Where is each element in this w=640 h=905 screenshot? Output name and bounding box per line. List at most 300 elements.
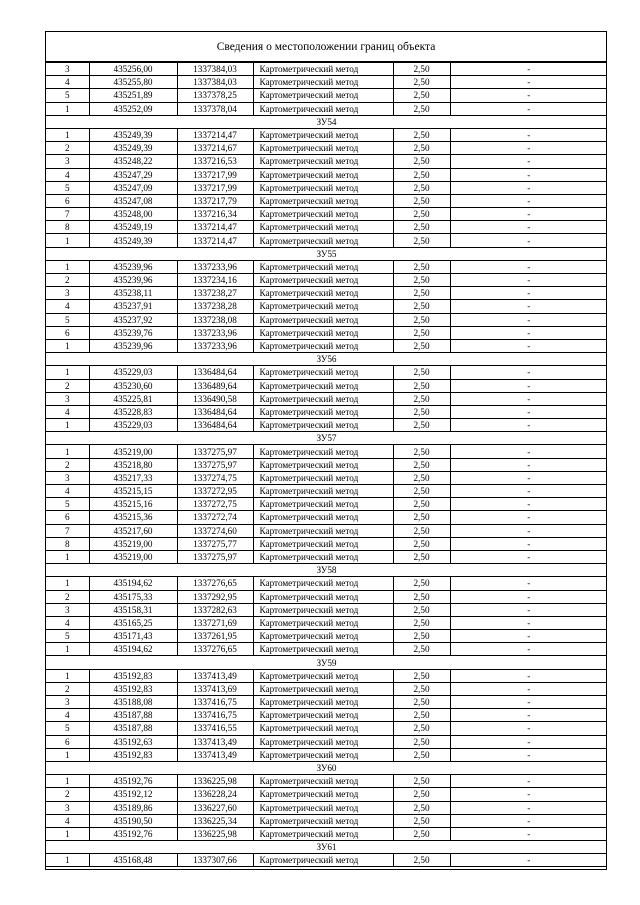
note-cell: - xyxy=(450,287,607,300)
table-row xyxy=(46,287,607,300)
note-cell: - xyxy=(450,471,607,484)
method-cell: Картометрический метод xyxy=(253,603,393,616)
accuracy-cell: 2,50 xyxy=(393,405,450,418)
table-row xyxy=(46,801,607,814)
accuracy-cell: 2,50 xyxy=(393,748,450,761)
accuracy-cell: 2,50 xyxy=(393,775,450,788)
table-row xyxy=(46,392,607,405)
y-coordinate-cell: 1336484,64 xyxy=(177,419,253,432)
point-number-cell: 6 xyxy=(46,735,89,748)
table-row xyxy=(46,722,607,735)
note-cell: - xyxy=(450,748,607,761)
table-row xyxy=(46,221,607,234)
accuracy-cell: 2,50 xyxy=(393,511,450,524)
y-coordinate-cell: 1337271,69 xyxy=(177,616,253,629)
y-coordinate-cell: 1337261,95 xyxy=(177,630,253,643)
x-coordinate-cell: 435165,25 xyxy=(89,616,177,629)
point-number-cell: 1 xyxy=(46,643,89,656)
accuracy-cell: 2,50 xyxy=(393,379,450,392)
table-row xyxy=(46,854,607,867)
accuracy-cell: 2,50 xyxy=(393,76,450,89)
table-row xyxy=(46,603,607,616)
method-cell: Картометрический метод xyxy=(253,616,393,629)
y-coordinate-cell: 1337413,49 xyxy=(177,669,253,682)
x-coordinate-cell: 435215,16 xyxy=(89,498,177,511)
point-number-cell: 1 xyxy=(46,748,89,761)
table-row xyxy=(46,775,607,788)
note-cell: - xyxy=(450,577,607,590)
method-cell: Картометрический метод xyxy=(253,854,393,867)
x-coordinate-cell: 435249,19 xyxy=(89,221,177,234)
y-coordinate-cell: 1337274,60 xyxy=(177,524,253,537)
y-coordinate-cell: 1336225,98 xyxy=(177,827,253,840)
note-cell: - xyxy=(450,722,607,735)
point-number-cell: 1 xyxy=(46,445,89,458)
y-coordinate-cell: 1337233,96 xyxy=(177,260,253,273)
method-cell: Картометрический метод xyxy=(253,590,393,603)
method-cell: Картометрический метод xyxy=(253,181,393,194)
method-cell: Картометрический метод xyxy=(253,775,393,788)
accuracy-cell: 2,50 xyxy=(393,577,450,590)
method-cell: Картометрический метод xyxy=(253,735,393,748)
table-row xyxy=(46,313,607,326)
note-cell: - xyxy=(450,775,607,788)
accuracy-cell: 2,50 xyxy=(393,63,450,76)
accuracy-cell: 2,50 xyxy=(393,485,450,498)
y-coordinate-cell: 1337378,04 xyxy=(177,102,253,115)
y-coordinate-cell: 1337276,65 xyxy=(177,577,253,590)
table-row xyxy=(46,274,607,287)
accuracy-cell: 2,50 xyxy=(393,616,450,629)
x-coordinate-cell: 435218,80 xyxy=(89,458,177,471)
x-coordinate-cell: 435215,36 xyxy=(89,511,177,524)
y-coordinate-cell: 1337275,97 xyxy=(177,445,253,458)
point-number-cell: 1 xyxy=(46,577,89,590)
point-number-cell: 2 xyxy=(46,590,89,603)
method-cell: Картометрический метод xyxy=(253,313,393,326)
note-cell: - xyxy=(450,392,607,405)
note-cell: - xyxy=(450,181,607,194)
accuracy-cell: 2,50 xyxy=(393,168,450,181)
point-number-cell: 3 xyxy=(46,696,89,709)
method-cell: Картометрический метод xyxy=(253,128,393,141)
x-coordinate-cell: 435225,81 xyxy=(89,392,177,405)
x-coordinate-cell: 435215,15 xyxy=(89,485,177,498)
method-cell: Картометрический метод xyxy=(253,788,393,801)
point-number-cell: 1 xyxy=(46,550,89,563)
point-number-cell: 5 xyxy=(46,313,89,326)
method-cell: Картометрический метод xyxy=(253,366,393,379)
point-number-cell: 5 xyxy=(46,630,89,643)
y-coordinate-cell: 1337413,49 xyxy=(177,748,253,761)
y-coordinate-cell: 1337214,67 xyxy=(177,142,253,155)
table-row xyxy=(46,458,607,471)
point-number-cell: 6 xyxy=(46,511,89,524)
x-coordinate-cell: 435192,12 xyxy=(89,788,177,801)
x-coordinate-cell: 435188,08 xyxy=(89,696,177,709)
table-row xyxy=(46,735,607,748)
accuracy-cell: 2,50 xyxy=(393,300,450,313)
accuracy-cell: 2,50 xyxy=(393,326,450,339)
method-cell: Картометрический метод xyxy=(253,682,393,695)
accuracy-cell: 2,50 xyxy=(393,221,450,234)
table-row xyxy=(46,102,607,115)
point-number-cell: 1 xyxy=(46,669,89,682)
x-coordinate-cell: 435247,08 xyxy=(89,194,177,207)
table-row xyxy=(46,76,607,89)
method-cell: Картометрический метод xyxy=(253,208,393,221)
x-coordinate-cell: 435228,83 xyxy=(89,405,177,418)
x-coordinate-cell: 435171,43 xyxy=(89,630,177,643)
note-cell: - xyxy=(450,128,607,141)
note-cell: - xyxy=(450,709,607,722)
y-coordinate-cell: 1337217,99 xyxy=(177,181,253,194)
method-cell: Картометрический метод xyxy=(253,274,393,287)
coordinates-table-body xyxy=(46,63,607,867)
method-cell: Картометрический метод xyxy=(253,722,393,735)
accuracy-cell: 2,50 xyxy=(393,471,450,484)
point-number-cell: 2 xyxy=(46,274,89,287)
table-row xyxy=(46,682,607,695)
note-cell: - xyxy=(450,458,607,471)
y-coordinate-cell: 1336228,24 xyxy=(177,788,253,801)
group-header-row xyxy=(46,432,607,445)
note-cell: - xyxy=(450,590,607,603)
accuracy-cell: 2,50 xyxy=(393,155,450,168)
accuracy-cell: 2,50 xyxy=(393,142,450,155)
method-cell: Картометрический метод xyxy=(253,498,393,511)
table-row xyxy=(46,696,607,709)
note-cell: - xyxy=(450,445,607,458)
group-header-row xyxy=(46,564,607,577)
x-coordinate-cell: 435194,62 xyxy=(89,643,177,656)
note-cell: - xyxy=(450,485,607,498)
point-number-cell: 4 xyxy=(46,616,89,629)
y-coordinate-cell: 1337238,28 xyxy=(177,300,253,313)
point-number-cell: 6 xyxy=(46,326,89,339)
y-coordinate-cell: 1337272,74 xyxy=(177,511,253,524)
table-row xyxy=(46,814,607,827)
point-number-cell: 4 xyxy=(46,814,89,827)
accuracy-cell: 2,50 xyxy=(393,643,450,656)
method-cell: Картометрический метод xyxy=(253,234,393,247)
table-row xyxy=(46,326,607,339)
note-cell: - xyxy=(450,234,607,247)
note-cell: - xyxy=(450,339,607,352)
point-number-cell: 4 xyxy=(46,485,89,498)
x-coordinate-cell: 435190,50 xyxy=(89,814,177,827)
note-cell: - xyxy=(450,76,607,89)
y-coordinate-cell: 1337233,96 xyxy=(177,339,253,352)
table-row xyxy=(46,168,607,181)
x-coordinate-cell: 435219,00 xyxy=(89,445,177,458)
table-row xyxy=(46,300,607,313)
point-number-cell: 4 xyxy=(46,405,89,418)
y-coordinate-cell: 1337292,95 xyxy=(177,590,253,603)
point-number-cell: 8 xyxy=(46,537,89,550)
accuracy-cell: 2,50 xyxy=(393,630,450,643)
note-cell: - xyxy=(450,63,607,76)
note-cell: - xyxy=(450,696,607,709)
method-cell: Картометрический метод xyxy=(253,524,393,537)
method-cell: Картометрический метод xyxy=(253,458,393,471)
accuracy-cell: 2,50 xyxy=(393,788,450,801)
method-cell: Картометрический метод xyxy=(253,643,393,656)
x-coordinate-cell: 435249,39 xyxy=(89,234,177,247)
y-coordinate-cell: 1337272,95 xyxy=(177,485,253,498)
table-row xyxy=(46,405,607,418)
table-row xyxy=(46,419,607,432)
point-number-cell: 3 xyxy=(46,287,89,300)
x-coordinate-cell: 435249,39 xyxy=(89,128,177,141)
x-coordinate-cell: 435229,03 xyxy=(89,419,177,432)
point-number-cell: 5 xyxy=(46,89,89,102)
y-coordinate-cell: 1337217,79 xyxy=(177,194,253,207)
group-label: ЗУ58 xyxy=(46,564,607,577)
x-coordinate-cell: 435239,96 xyxy=(89,274,177,287)
group-header-row xyxy=(46,115,607,128)
note-cell: - xyxy=(450,630,607,643)
table-row xyxy=(46,379,607,392)
method-cell: Картометрический метод xyxy=(253,511,393,524)
table-row xyxy=(46,577,607,590)
group-label: ЗУ59 xyxy=(46,656,607,669)
coordinates-table xyxy=(46,62,607,867)
method-cell: Картометрический метод xyxy=(253,801,393,814)
x-coordinate-cell: 435158,31 xyxy=(89,603,177,616)
table-row xyxy=(46,471,607,484)
table-row xyxy=(46,827,607,840)
y-coordinate-cell: 1336225,34 xyxy=(177,814,253,827)
accuracy-cell: 2,50 xyxy=(393,313,450,326)
note-cell: - xyxy=(450,419,607,432)
y-coordinate-cell: 1337238,27 xyxy=(177,287,253,300)
table-row xyxy=(46,550,607,563)
method-cell: Картометрический метод xyxy=(253,696,393,709)
y-coordinate-cell: 1337216,34 xyxy=(177,208,253,221)
group-label: ЗУ56 xyxy=(46,353,607,366)
x-coordinate-cell: 435252,09 xyxy=(89,102,177,115)
note-cell: - xyxy=(450,366,607,379)
point-number-cell: 8 xyxy=(46,221,89,234)
accuracy-cell: 2,50 xyxy=(393,709,450,722)
method-cell: Картометрический метод xyxy=(253,63,393,76)
accuracy-cell: 2,50 xyxy=(393,260,450,273)
method-cell: Картометрический метод xyxy=(253,102,393,115)
method-cell: Картометрический метод xyxy=(253,630,393,643)
x-coordinate-cell: 435192,83 xyxy=(89,682,177,695)
method-cell: Картометрический метод xyxy=(253,537,393,550)
method-cell: Картометрический метод xyxy=(253,748,393,761)
x-coordinate-cell: 435192,76 xyxy=(89,775,177,788)
method-cell: Картометрический метод xyxy=(253,550,393,563)
x-coordinate-cell: 435248,00 xyxy=(89,208,177,221)
method-cell: Картометрический метод xyxy=(253,485,393,498)
group-label: ЗУ55 xyxy=(46,247,607,260)
group-header-row xyxy=(46,761,607,774)
accuracy-cell: 2,50 xyxy=(393,339,450,352)
point-number-cell: 5 xyxy=(46,181,89,194)
method-cell: Картометрический метод xyxy=(253,419,393,432)
point-number-cell: 2 xyxy=(46,379,89,392)
y-coordinate-cell: 1336227,60 xyxy=(177,801,253,814)
x-coordinate-cell: 435247,09 xyxy=(89,181,177,194)
method-cell: Картометрический метод xyxy=(253,300,393,313)
accuracy-cell: 2,50 xyxy=(393,234,450,247)
method-cell: Картометрический метод xyxy=(253,326,393,339)
note-cell: - xyxy=(450,682,607,695)
group-header-row xyxy=(46,353,607,366)
method-cell: Картометрический метод xyxy=(253,405,393,418)
note-cell: - xyxy=(450,537,607,550)
y-coordinate-cell: 1336490,58 xyxy=(177,392,253,405)
method-cell: Картометрический метод xyxy=(253,287,393,300)
table-row xyxy=(46,194,607,207)
point-number-cell: 1 xyxy=(46,128,89,141)
point-number-cell: 2 xyxy=(46,788,89,801)
group-label: ЗУ54 xyxy=(46,115,607,128)
table-row xyxy=(46,260,607,273)
point-number-cell: 4 xyxy=(46,300,89,313)
table-row xyxy=(46,590,607,603)
y-coordinate-cell: 1337416,75 xyxy=(177,696,253,709)
method-cell: Картометрический метод xyxy=(253,221,393,234)
method-cell: Картометрический метод xyxy=(253,392,393,405)
accuracy-cell: 2,50 xyxy=(393,366,450,379)
y-coordinate-cell: 1337384,03 xyxy=(177,63,253,76)
group-label: ЗУ60 xyxy=(46,761,607,774)
accuracy-cell: 2,50 xyxy=(393,827,450,840)
point-number-cell: 1 xyxy=(46,102,89,115)
point-number-cell: 3 xyxy=(46,801,89,814)
note-cell: - xyxy=(450,102,607,115)
x-coordinate-cell: 435194,62 xyxy=(89,577,177,590)
note-cell: - xyxy=(450,221,607,234)
table-row xyxy=(46,445,607,458)
x-coordinate-cell: 435168,48 xyxy=(89,854,177,867)
method-cell: Картометрический метод xyxy=(253,471,393,484)
note-cell: - xyxy=(450,788,607,801)
accuracy-cell: 2,50 xyxy=(393,208,450,221)
x-coordinate-cell: 435248,22 xyxy=(89,155,177,168)
y-coordinate-cell: 1337214,47 xyxy=(177,234,253,247)
method-cell: Картометрический метод xyxy=(253,445,393,458)
note-cell: - xyxy=(450,827,607,840)
point-number-cell: 1 xyxy=(46,339,89,352)
method-cell: Картометрический метод xyxy=(253,194,393,207)
y-coordinate-cell: 1337282,63 xyxy=(177,603,253,616)
note-cell: - xyxy=(450,274,607,287)
accuracy-cell: 2,50 xyxy=(393,854,450,867)
note-cell: - xyxy=(450,194,607,207)
x-coordinate-cell: 435251,89 xyxy=(89,89,177,102)
accuracy-cell: 2,50 xyxy=(393,498,450,511)
note-cell: - xyxy=(450,405,607,418)
method-cell: Картометрический метод xyxy=(253,168,393,181)
y-coordinate-cell: 1337275,97 xyxy=(177,550,253,563)
table-row xyxy=(46,181,607,194)
accuracy-cell: 2,50 xyxy=(393,274,450,287)
table-row xyxy=(46,616,607,629)
y-coordinate-cell: 1337413,69 xyxy=(177,682,253,695)
y-coordinate-cell: 1337275,97 xyxy=(177,458,253,471)
y-coordinate-cell: 1337234,16 xyxy=(177,274,253,287)
y-coordinate-cell: 1336489,64 xyxy=(177,379,253,392)
point-number-cell: 3 xyxy=(46,392,89,405)
note-cell: - xyxy=(450,550,607,563)
method-cell: Картометрический метод xyxy=(253,260,393,273)
y-coordinate-cell: 1337275,77 xyxy=(177,537,253,550)
x-coordinate-cell: 435189,86 xyxy=(89,801,177,814)
accuracy-cell: 2,50 xyxy=(393,735,450,748)
point-number-cell: 1 xyxy=(46,234,89,247)
x-coordinate-cell: 435247,29 xyxy=(89,168,177,181)
table-row xyxy=(46,339,607,352)
x-coordinate-cell: 435256,00 xyxy=(89,63,177,76)
note-cell: - xyxy=(450,524,607,537)
accuracy-cell: 2,50 xyxy=(393,445,450,458)
accuracy-cell: 2,50 xyxy=(393,181,450,194)
note-cell: - xyxy=(450,643,607,656)
x-coordinate-cell: 435219,00 xyxy=(89,550,177,563)
method-cell: Картометрический метод xyxy=(253,142,393,155)
x-coordinate-cell: 435239,96 xyxy=(89,260,177,273)
y-coordinate-cell: 1337217,99 xyxy=(177,168,253,181)
table-row xyxy=(46,366,607,379)
note-cell: - xyxy=(450,498,607,511)
note-cell: - xyxy=(450,260,607,273)
point-number-cell: 5 xyxy=(46,722,89,735)
y-coordinate-cell: 1336484,64 xyxy=(177,366,253,379)
point-number-cell: 7 xyxy=(46,208,89,221)
y-coordinate-cell: 1337416,55 xyxy=(177,722,253,735)
table-row xyxy=(46,511,607,524)
point-number-cell: 4 xyxy=(46,709,89,722)
table-row xyxy=(46,142,607,155)
table-row xyxy=(46,208,607,221)
x-coordinate-cell: 435239,96 xyxy=(89,339,177,352)
x-coordinate-cell: 435192,83 xyxy=(89,748,177,761)
group-header-row xyxy=(46,247,607,260)
x-coordinate-cell: 435192,83 xyxy=(89,669,177,682)
x-coordinate-cell: 435192,76 xyxy=(89,827,177,840)
y-coordinate-cell: 1337272,75 xyxy=(177,498,253,511)
table-row xyxy=(46,524,607,537)
note-cell: - xyxy=(450,313,607,326)
method-cell: Картометрический метод xyxy=(253,709,393,722)
note-cell: - xyxy=(450,208,607,221)
accuracy-cell: 2,50 xyxy=(393,590,450,603)
x-coordinate-cell: 435229,03 xyxy=(89,366,177,379)
table-row xyxy=(46,709,607,722)
note-cell: - xyxy=(450,168,607,181)
method-cell: Картометрический метод xyxy=(253,76,393,89)
note-cell: - xyxy=(450,801,607,814)
x-coordinate-cell: 435187,88 xyxy=(89,709,177,722)
x-coordinate-cell: 435237,91 xyxy=(89,300,177,313)
y-coordinate-cell: 1337233,96 xyxy=(177,326,253,339)
table-row xyxy=(46,748,607,761)
point-number-cell: 1 xyxy=(46,854,89,867)
table-row xyxy=(46,669,607,682)
table-row xyxy=(46,234,607,247)
point-number-cell: 2 xyxy=(46,682,89,695)
accuracy-cell: 2,50 xyxy=(393,392,450,405)
x-coordinate-cell: 435217,33 xyxy=(89,471,177,484)
accuracy-cell: 2,50 xyxy=(393,419,450,432)
accuracy-cell: 2,50 xyxy=(393,814,450,827)
note-cell: - xyxy=(450,326,607,339)
